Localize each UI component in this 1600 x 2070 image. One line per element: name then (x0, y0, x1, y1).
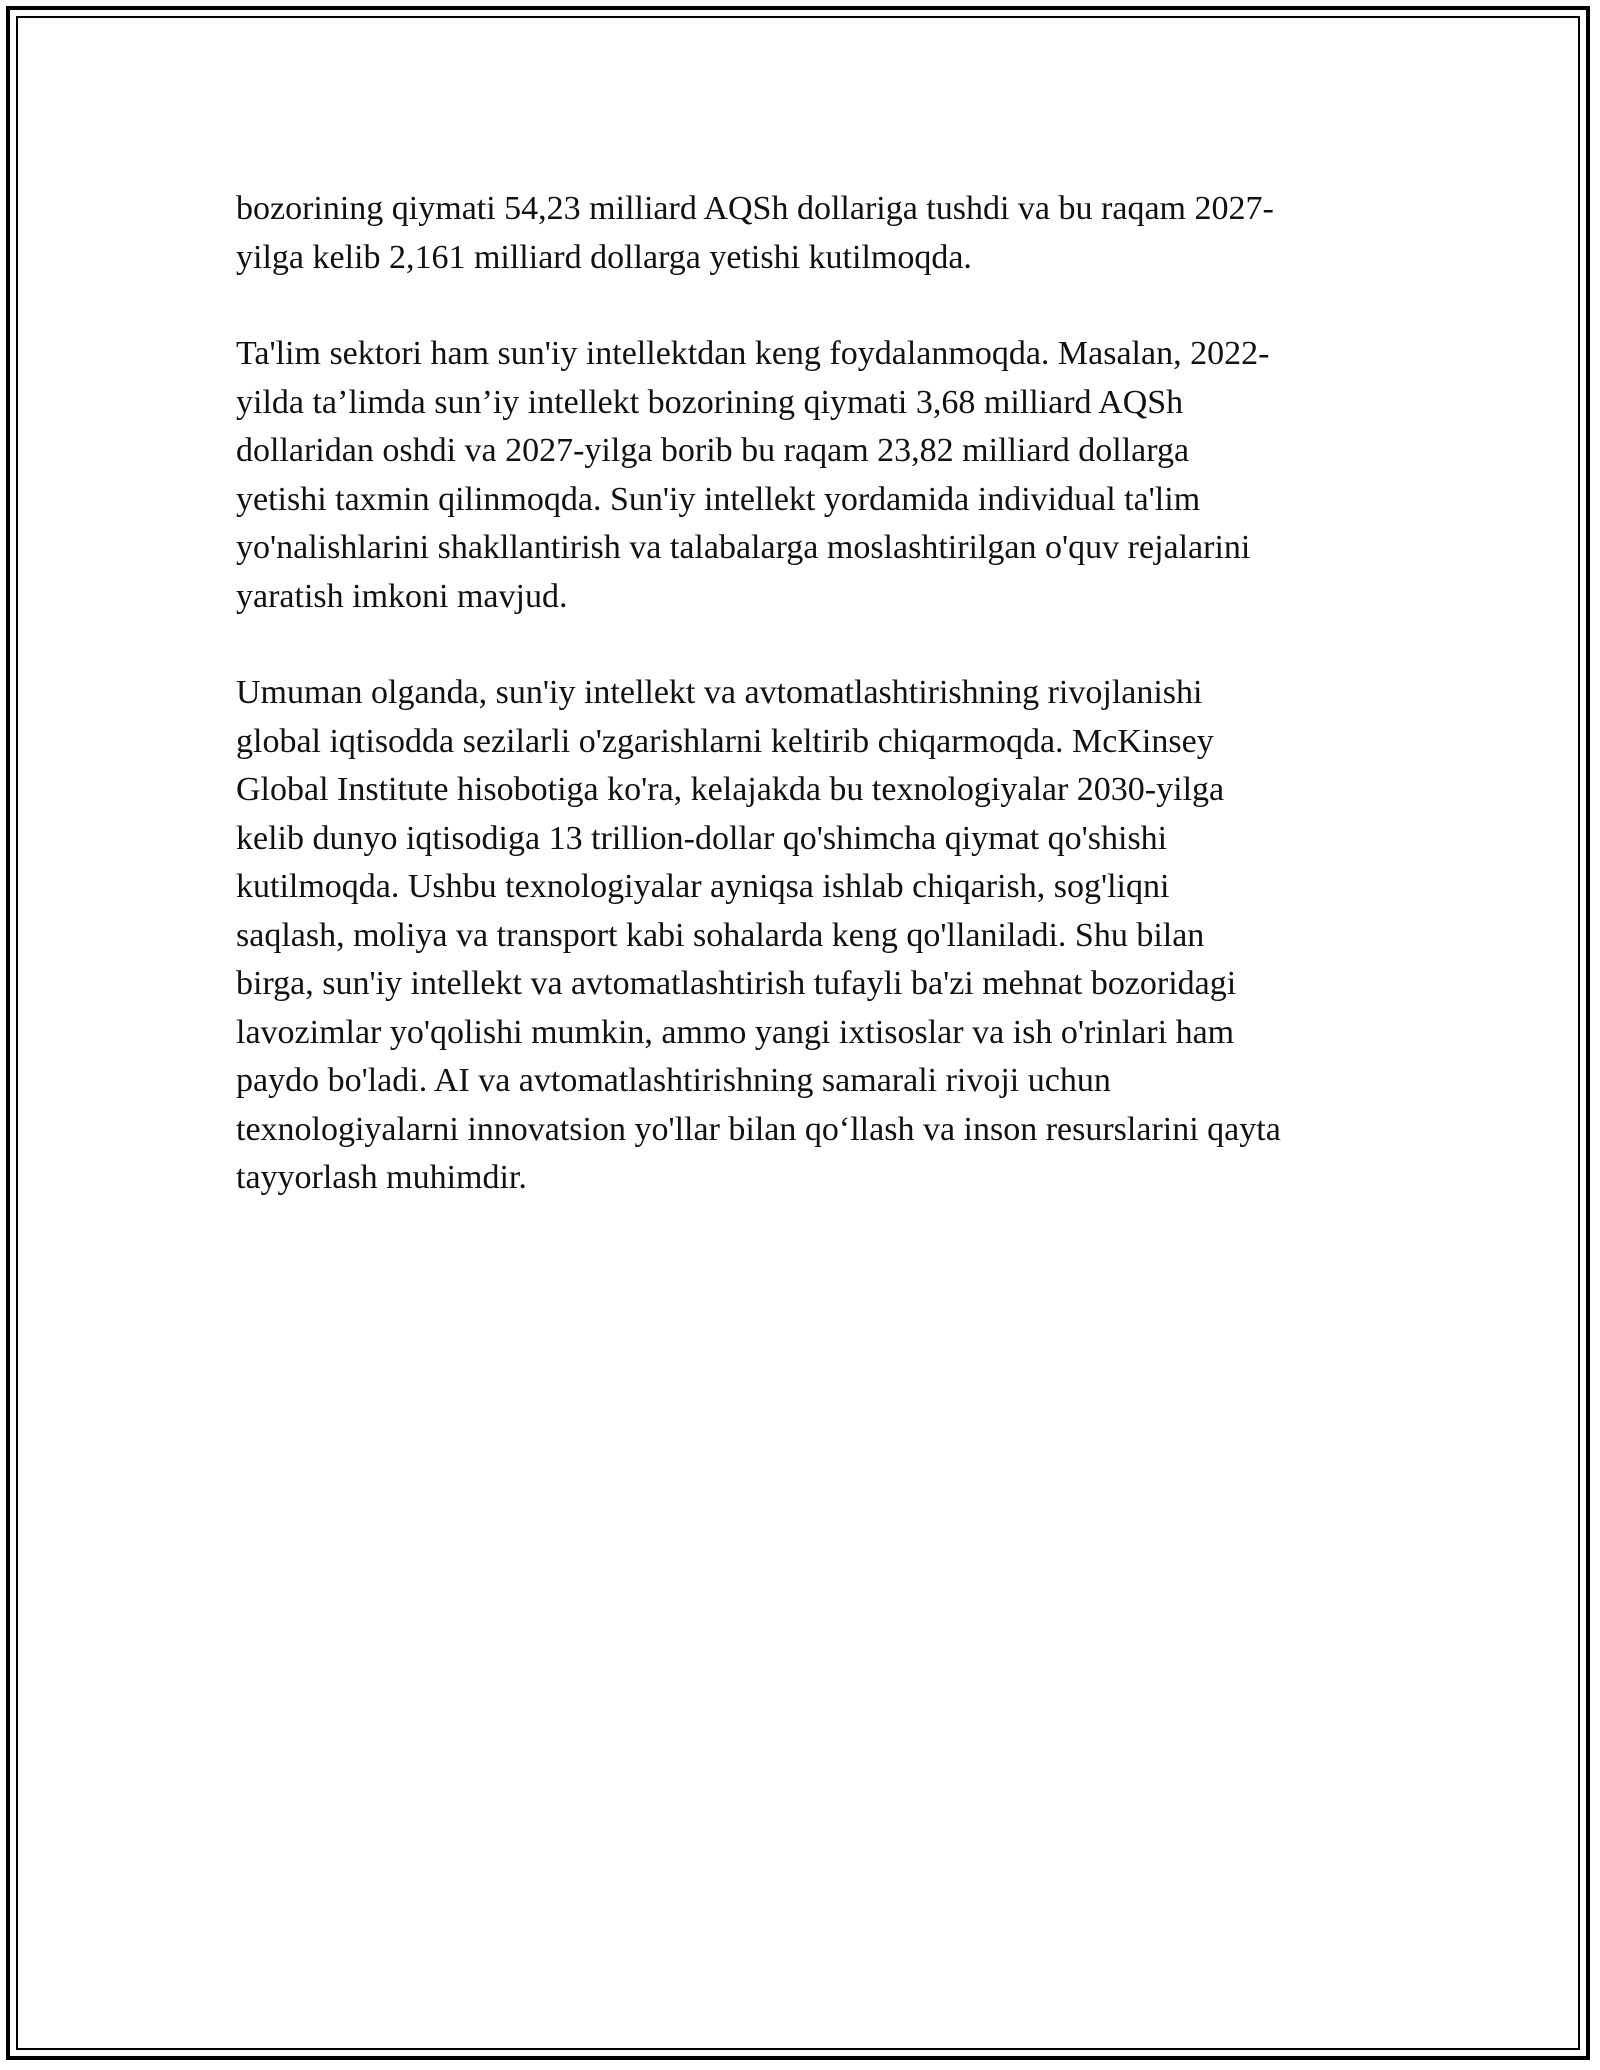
paragraph-conclusion: Umuman olganda, sun'iy intellekt va avtomatlashtirishning rivojlanishi global iqtisodda sezilarli o'zgarishlarni keltirib chiqarmoqda. McKinsey Global Institute hisobotiga ko'ra, kelajakda bu texnologiyalar 2030-yilga kelib dunyo iqtisodiga 13 trillion-dollar qo'shimcha qiymat qo'shishi kutilmoqda. Ushbu texnologiyalar ayniqsa ishlab chiqarish, sog'liqni saqlash, moliya va transport kabi sohalarda keng qo'llaniladi. Shu bilan birga, sun'iy intellekt va avtomatlashtirish tufayli ba'zi mehnat bozoridagi lavozimlar yo'qolishi mumkin, ammo yangi ixtisoslar va ish o'rinlari ham paydo bo'ladi. AI va avtomatlashtirishning samarali rivoji uchun texnologiyalarni innovatsion yo'llar bilan qo‘llash va inson resurslarini qayta tayyorlash muhimdir. (236, 674, 1281, 1196)
paragraph-education-sector: Ta'lim sektori ham sun'iy intellektdan keng foydalanmoqda. Masalan, 2022- yilda ta’limda sun’iy intellekt bozorining qiymati 3,68 milliard AQSh dollaridan oshdi va 2027-yilga borib bu raqam 23,82 milliard dollarga yetishi taxmin qilinmoqda. Sun'iy intellekt yordamida individual ta'lim yo'nalishlarini shakllantirish va talabalarga moslashtirilgan o'quv rejalarini yaratish imkoni mavjud. (236, 335, 1270, 615)
document-body (236, 185, 1366, 1251)
paragraph-market-value: bozorining qiymati 54,23 milliard AQSh dollariga tushdi va bu raqam 2027- yilga kelib 2,161 milliard dollarga yetishi kutilmoqda. (236, 190, 1274, 276)
